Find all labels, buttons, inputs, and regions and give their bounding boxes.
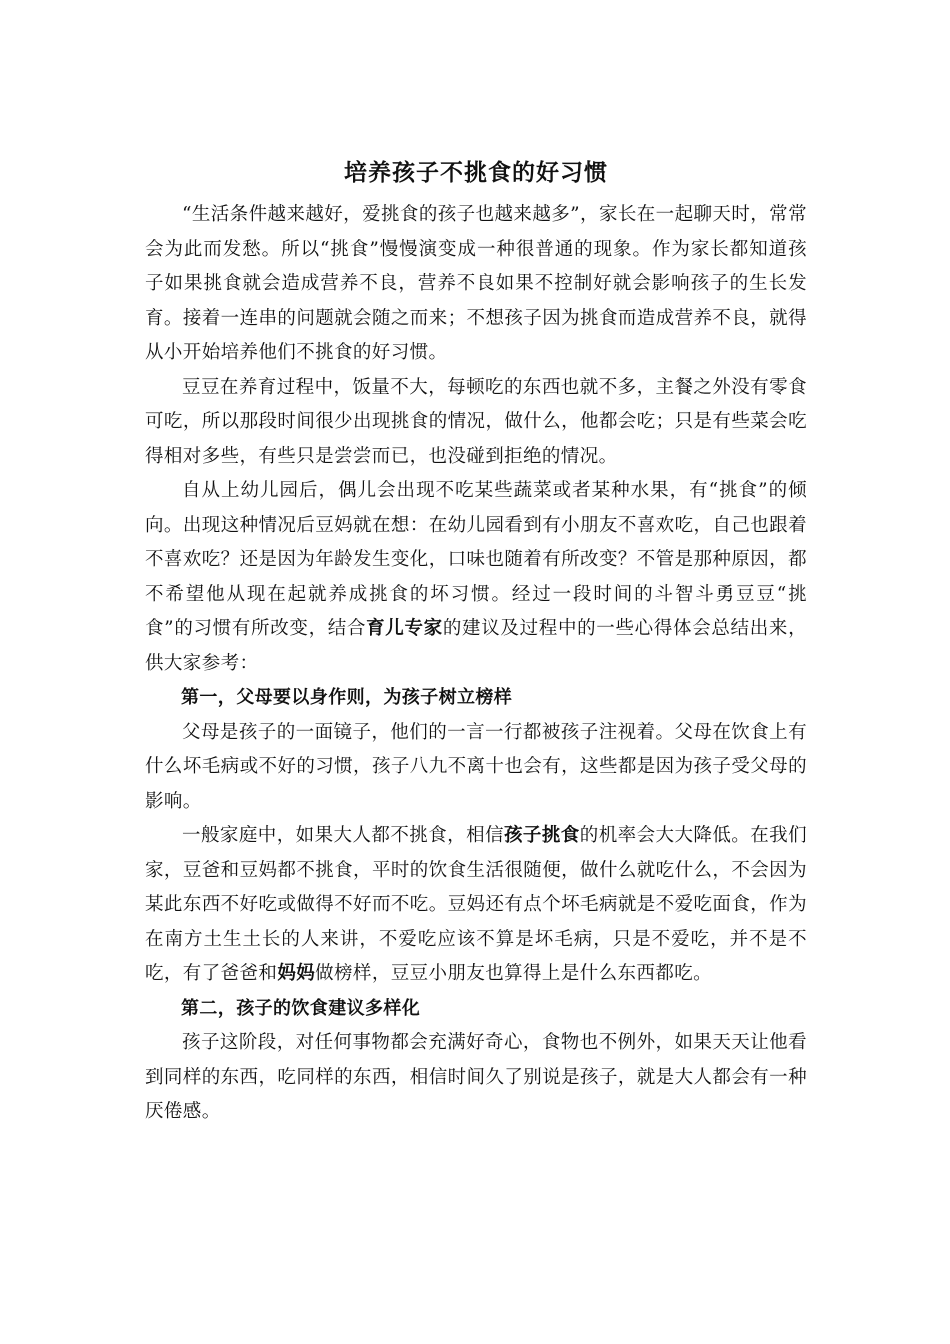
paragraph-family-text-3: 做榜样，豆豆小朋友也算得上是什么东西都吃。: [315, 963, 713, 984]
paragraph-parents-mirror: 父母是孩子的一面镜子，他们的一言一行都被孩子注视着。父母在饮食上有什么坏毛病或不好的习惯，孩子八九不离十也会有，这些都是因为孩子受父母的影响。: [145, 721, 807, 812]
keyword-mom: 妈妈: [277, 963, 316, 984]
section-heading-1: 第一，父母要以身作则，为孩子树立榜样: [181, 687, 513, 708]
paragraph-variety: 孩子这阶段，对任何事物都会充满好奇心，食物也不例外，如果天天让他看到同样的东西，吃同样的东西，相信时间久了别说是孩子，就是大人都会有一种厌倦感。: [145, 1032, 807, 1122]
section-heading-2: 第二，孩子的饮食建议多样化: [181, 997, 421, 1019]
paragraph-family-text-1: 一般家庭中，如果大人都不挑食，相信: [182, 825, 504, 846]
paragraph-kindergarten-text-2: 的建议及过程中的一些心得体会总结出来，供大家参考：: [145, 618, 807, 674]
keyword-picky-eating: 孩子挑食: [503, 825, 580, 846]
paragraph-kindergarten-text-1: 自从上幼儿园后，偶儿会出现不吃某些蔬菜或者某种水果，有“挑食”的倾向。出现这种情况后豆妈就在想：在幼儿园看到有小朋友不喜欢吃，自己也跟着不喜欢吃？还是因为年龄发生变化，口味也随着有所改变？不管是那种原因，都不希望他从现在起就养成挑食的坏习惯。经过一段时间的斗智斗勇豆豆“挑食”的习惯有所改变，结合: [145, 480, 807, 639]
paragraph-family-example: [145, 819, 807, 992]
document-page: [145, 152, 807, 1130]
paragraph-intro: “生活条件越来越好，爱挑食的孩子也越来越多”，家长在一起聊天时，常常会为此而发愁。所以“挑食”慢慢演变成一种很普通的现象。作为家长都知道孩子如果挑食就会造成营养不良，营养不良如果不控制好就会影响孩子的生长发育。接着一连串的问题就会随之而来；不想孩子因为挑食而造成营养不良，就得从小开始培养他们不挑食的好习惯。: [145, 204, 807, 363]
paragraph-doudou-habits: 豆豆在养育过程中，饭量不大，每顿吃的东西也就不多，主餐之外没有零食可吃，所以那段时间很少出现挑食的情况，做什么，他都会吃；只是有些菜会吃得相对多些，有些只是尝尝而已，也没碰到拒绝的情况。: [145, 376, 807, 467]
document-title: 培养孩子不挑食的好习惯: [344, 160, 608, 186]
keyword-parenting-expert: 育儿专家: [366, 618, 443, 639]
paragraph-family-text-2: 的机率会大大降低。在我们家，豆爸和豆妈都不挑食，平时的饮食生活很随便，做什么就吃什么，不会因为某此东西不好吃或做得不好而不吃。豆妈还有点个坏毛病就是不爱吃面食，作为在南方土生土长的人来讲，不爱吃应该不算是坏毛病，只是不爱吃，并不是不吃，有了爸爸和: [145, 825, 807, 984]
paragraph-kindergarten: [145, 474, 807, 681]
